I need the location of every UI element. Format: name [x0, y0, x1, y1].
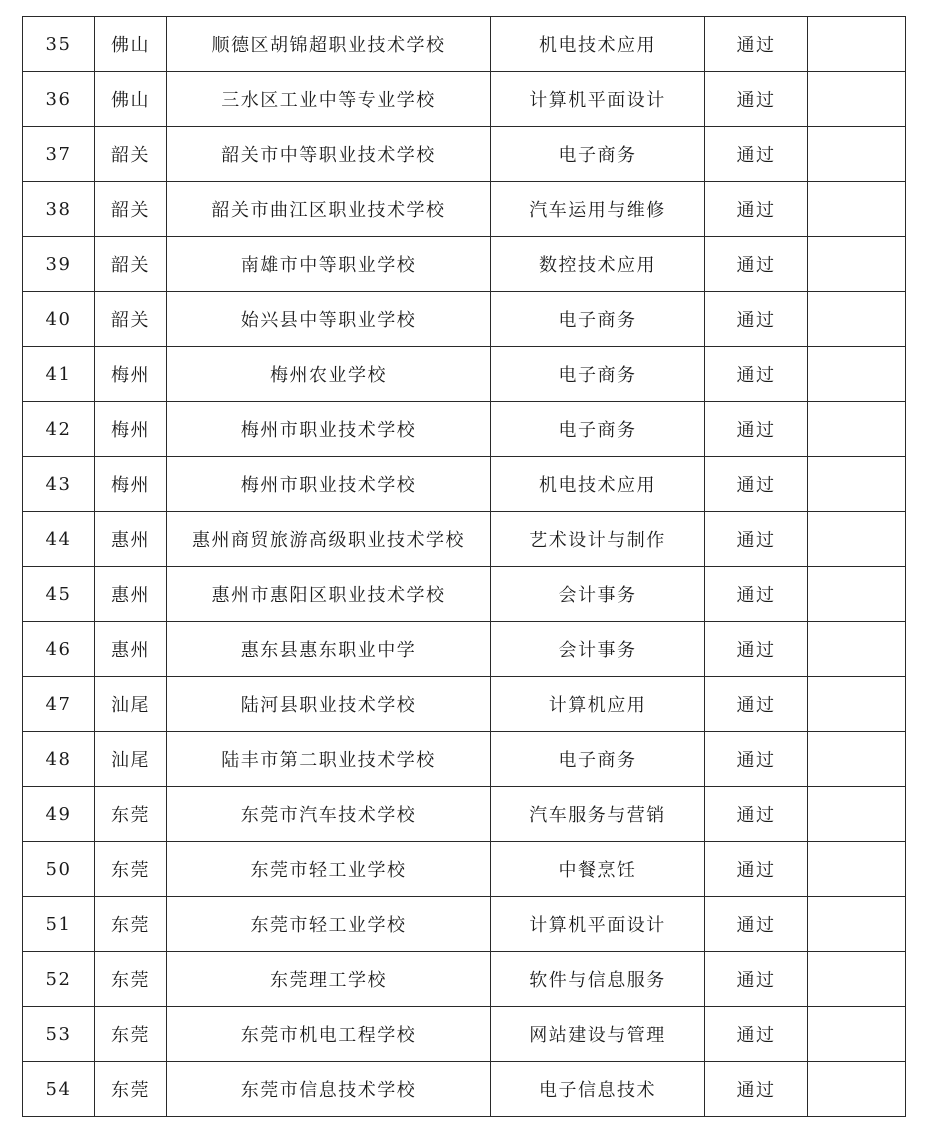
result-cell: 通过	[705, 347, 808, 402]
row-number-cell: 45	[23, 567, 95, 622]
city-cell: 汕尾	[95, 677, 167, 732]
major-cell: 会计事务	[491, 622, 705, 677]
row-number-cell: 37	[23, 127, 95, 182]
remarks-cell	[808, 512, 906, 567]
row-number-cell: 43	[23, 457, 95, 512]
row-number-cell: 49	[23, 787, 95, 842]
table-row	[23, 952, 906, 1007]
table-row	[23, 1007, 906, 1062]
table-row	[23, 402, 906, 457]
row-number-cell: 47	[23, 677, 95, 732]
major-cell: 汽车运用与维修	[491, 182, 705, 237]
row-number-cell: 38	[23, 182, 95, 237]
remarks-cell	[808, 1007, 906, 1062]
table-row	[23, 567, 906, 622]
major-cell: 网站建设与管理	[491, 1007, 705, 1062]
row-number-cell: 40	[23, 292, 95, 347]
result-cell: 通过	[705, 127, 808, 182]
result-cell: 通过	[705, 182, 808, 237]
remarks-cell	[808, 787, 906, 842]
school-name-cell: 韶关市中等职业技术学校	[167, 127, 491, 182]
table-row	[23, 897, 906, 952]
school-name-cell: 东莞市轻工业学校	[167, 897, 491, 952]
result-cell: 通过	[705, 952, 808, 1007]
school-name-cell: 南雄市中等职业学校	[167, 237, 491, 292]
remarks-cell	[808, 182, 906, 237]
school-name-cell: 东莞市信息技术学校	[167, 1062, 491, 1117]
major-cell: 电子商务	[491, 347, 705, 402]
school-name-cell: 顺德区胡锦超职业技术学校	[167, 17, 491, 72]
school-name-cell: 梅州农业学校	[167, 347, 491, 402]
school-name-cell: 三水区工业中等专业学校	[167, 72, 491, 127]
row-number-cell: 54	[23, 1062, 95, 1117]
city-cell: 东莞	[95, 787, 167, 842]
city-cell: 佛山	[95, 72, 167, 127]
table-row	[23, 237, 906, 292]
result-cell: 通过	[705, 787, 808, 842]
major-cell: 机电技术应用	[491, 17, 705, 72]
table-row	[23, 17, 906, 72]
result-cell: 通过	[705, 732, 808, 787]
document-page	[22, 16, 906, 1117]
city-cell: 东莞	[95, 1007, 167, 1062]
result-cell: 通过	[705, 292, 808, 347]
table-row	[23, 457, 906, 512]
city-cell: 韶关	[95, 182, 167, 237]
major-cell: 汽车服务与营销	[491, 787, 705, 842]
major-cell: 软件与信息服务	[491, 952, 705, 1007]
major-cell: 电子商务	[491, 402, 705, 457]
result-cell: 通过	[705, 567, 808, 622]
remarks-cell	[808, 127, 906, 182]
remarks-cell	[808, 732, 906, 787]
result-cell: 通过	[705, 17, 808, 72]
row-number-cell: 39	[23, 237, 95, 292]
major-cell: 中餐烹饪	[491, 842, 705, 897]
major-cell: 机电技术应用	[491, 457, 705, 512]
school-name-cell: 陆河县职业技术学校	[167, 677, 491, 732]
table-row	[23, 347, 906, 402]
table-row	[23, 677, 906, 732]
city-cell: 佛山	[95, 17, 167, 72]
school-name-cell: 东莞理工学校	[167, 952, 491, 1007]
city-cell: 梅州	[95, 347, 167, 402]
city-cell: 韶关	[95, 127, 167, 182]
city-cell: 东莞	[95, 842, 167, 897]
school-name-cell: 惠州商贸旅游高级职业技术学校	[167, 512, 491, 567]
city-cell: 惠州	[95, 512, 167, 567]
result-cell: 通过	[705, 897, 808, 952]
row-number-cell: 36	[23, 72, 95, 127]
results-table	[22, 16, 906, 1117]
row-number-cell: 50	[23, 842, 95, 897]
remarks-cell	[808, 237, 906, 292]
city-cell: 梅州	[95, 402, 167, 457]
remarks-cell	[808, 347, 906, 402]
school-name-cell: 梅州市职业技术学校	[167, 457, 491, 512]
school-name-cell: 惠东县惠东职业中学	[167, 622, 491, 677]
table-row	[23, 182, 906, 237]
result-cell: 通过	[705, 72, 808, 127]
table-row	[23, 512, 906, 567]
major-cell: 会计事务	[491, 567, 705, 622]
remarks-cell	[808, 17, 906, 72]
row-number-cell: 52	[23, 952, 95, 1007]
school-name-cell: 东莞市汽车技术学校	[167, 787, 491, 842]
major-cell: 数控技术应用	[491, 237, 705, 292]
table-body	[23, 17, 906, 1117]
table-row	[23, 622, 906, 677]
table-row	[23, 842, 906, 897]
remarks-cell	[808, 677, 906, 732]
remarks-cell	[808, 292, 906, 347]
result-cell: 通过	[705, 512, 808, 567]
city-cell: 东莞	[95, 897, 167, 952]
result-cell: 通过	[705, 237, 808, 292]
major-cell: 艺术设计与制作	[491, 512, 705, 567]
result-cell: 通过	[705, 842, 808, 897]
row-number-cell: 46	[23, 622, 95, 677]
major-cell: 计算机应用	[491, 677, 705, 732]
school-name-cell: 始兴县中等职业学校	[167, 292, 491, 347]
major-cell: 计算机平面设计	[491, 897, 705, 952]
result-cell: 通过	[705, 1062, 808, 1117]
table-row	[23, 72, 906, 127]
remarks-cell	[808, 622, 906, 677]
city-cell: 汕尾	[95, 732, 167, 787]
city-cell: 东莞	[95, 952, 167, 1007]
city-cell: 惠州	[95, 622, 167, 677]
remarks-cell	[808, 842, 906, 897]
result-cell: 通过	[705, 457, 808, 512]
city-cell: 韶关	[95, 237, 167, 292]
school-name-cell: 东莞市轻工业学校	[167, 842, 491, 897]
remarks-cell	[808, 457, 906, 512]
row-number-cell: 44	[23, 512, 95, 567]
remarks-cell	[808, 402, 906, 457]
row-number-cell: 51	[23, 897, 95, 952]
table-row	[23, 1062, 906, 1117]
city-cell: 惠州	[95, 567, 167, 622]
result-cell: 通过	[705, 677, 808, 732]
table-row	[23, 127, 906, 182]
major-cell: 电子商务	[491, 292, 705, 347]
result-cell: 通过	[705, 1007, 808, 1062]
major-cell: 电子商务	[491, 127, 705, 182]
major-cell: 计算机平面设计	[491, 72, 705, 127]
city-cell: 梅州	[95, 457, 167, 512]
major-cell: 电子信息技术	[491, 1062, 705, 1117]
remarks-cell	[808, 952, 906, 1007]
city-cell: 东莞	[95, 1062, 167, 1117]
result-cell: 通过	[705, 402, 808, 457]
remarks-cell	[808, 897, 906, 952]
row-number-cell: 48	[23, 732, 95, 787]
table-row	[23, 787, 906, 842]
major-cell: 电子商务	[491, 732, 705, 787]
row-number-cell: 41	[23, 347, 95, 402]
row-number-cell: 53	[23, 1007, 95, 1062]
table-row	[23, 732, 906, 787]
row-number-cell: 42	[23, 402, 95, 457]
school-name-cell: 惠州市惠阳区职业技术学校	[167, 567, 491, 622]
school-name-cell: 梅州市职业技术学校	[167, 402, 491, 457]
remarks-cell	[808, 567, 906, 622]
school-name-cell: 韶关市曲江区职业技术学校	[167, 182, 491, 237]
remarks-cell	[808, 1062, 906, 1117]
row-number-cell: 35	[23, 17, 95, 72]
remarks-cell	[808, 72, 906, 127]
city-cell: 韶关	[95, 292, 167, 347]
table-row	[23, 292, 906, 347]
result-cell: 通过	[705, 622, 808, 677]
school-name-cell: 陆丰市第二职业技术学校	[167, 732, 491, 787]
school-name-cell: 东莞市机电工程学校	[167, 1007, 491, 1062]
